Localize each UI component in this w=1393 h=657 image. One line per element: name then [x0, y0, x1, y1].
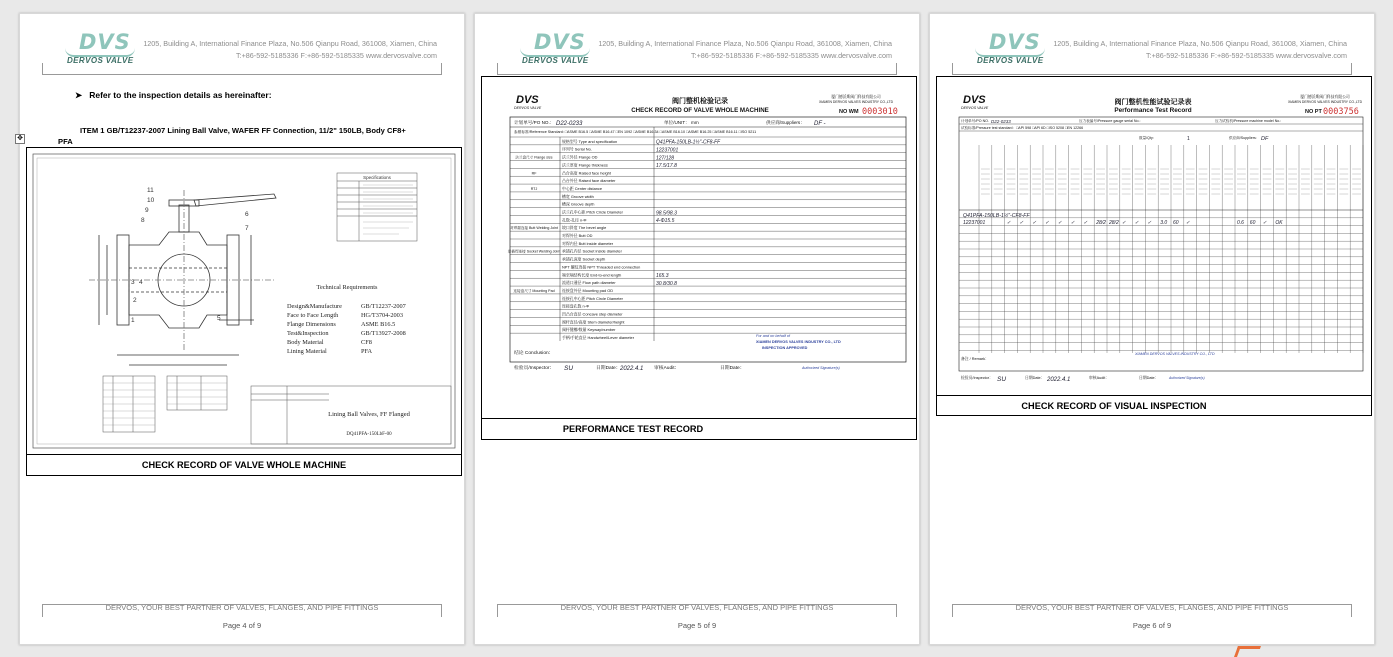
date-value: 2022.4.1: [1047, 377, 1071, 383]
intro-label: Refer to the inspection details as hereinafter:: [89, 90, 272, 100]
stamp-line: For and on behalf of: [756, 334, 790, 338]
document-page-5: [474, 13, 920, 645]
tech-req-key: Design&Manufacture: [287, 303, 342, 310]
whole-machine-record-scan: [484, 79, 914, 392]
supplier-label: 供应商/Suppliers：: [766, 120, 805, 125]
gauge-label: 压力表编号/Pressure gauge serial No.:: [1079, 119, 1141, 123]
qty-value: 1: [1187, 136, 1190, 142]
record-row-label: 承插孔内径 Socket inside diameter: [562, 248, 622, 254]
record-svg: [939, 79, 1369, 393]
record-row-group: 对焊端连接 Butt Welding Joint: [510, 226, 558, 231]
test-cell-value: 12237001: [963, 220, 986, 227]
record-logo: DVS: [516, 94, 539, 106]
record-row-label: 凸台外径 Raised face diameter: [562, 178, 616, 184]
record-row-label: 凹凸台直径 Concave step diameter: [562, 311, 623, 317]
test-cell-value: 3.0: [1160, 220, 1168, 227]
test-cell-value: ✓: [1019, 220, 1024, 227]
record-title-en: CHECK RECORD OF VALVE WHOLE MACHINE: [631, 107, 769, 114]
test-cell-value: ✓: [1032, 220, 1037, 227]
address-line: 1205, Building A, International Finance Plaza, No.506 Qianpu Road, 361008, Xiamen, China: [143, 39, 437, 48]
document-page-6: [929, 13, 1375, 645]
balloon-5: 5: [217, 315, 221, 322]
record-row-label: 流道口通径 Flow path diameter: [562, 280, 616, 286]
tech-req-value: CF8: [361, 339, 372, 346]
record-row-label: 法兰孔中心距 Pitch Circle Diameter: [562, 209, 623, 215]
footer-tagline: DERVOS, YOUR BEST PARTNER OF VALVES, FLANGES, AND PIPE FITTINGS: [105, 603, 379, 612]
footer-tagline: DERVOS, YOUR BEST PARTNER OF VALVES, FLANGES, AND PIPE FITTINGS: [560, 603, 834, 612]
audit-label: 审核Audit：: [1089, 376, 1110, 380]
record-no-label: NO PT: [1305, 109, 1322, 115]
record-logo-name: DERVOS VALVE: [961, 106, 989, 110]
record-row-label: 孔数-孔径 n-Φ: [562, 217, 587, 223]
dervos-logo: [975, 30, 1055, 70]
date-label: 日期Date：: [1025, 376, 1045, 380]
page-header: [20, 14, 464, 84]
po-value: D22-0233: [556, 121, 583, 127]
test-cell-value: 60: [1249, 220, 1256, 227]
date-value: 2022.4.1: [620, 366, 644, 372]
dervos-logo: [520, 30, 600, 70]
test-cell-value: ✓: [1057, 220, 1063, 227]
record-row-label: 坡口斜度 The bevel angle: [562, 225, 607, 231]
test-row-values: [963, 220, 1283, 226]
header-rule: [952, 74, 1352, 75]
date2-label: 日期Date：: [720, 366, 745, 371]
stamp-signature: Authorized Signature(s): [1169, 376, 1205, 380]
test-cell-value: 60: [1173, 220, 1179, 227]
po-label: 计划单号/PO NO.: [961, 119, 989, 123]
po-value: D22-0233: [991, 119, 1011, 124]
stamp-line: XIAMEN DERVOS VALVES INDUSTRY CO., LTD: [756, 340, 841, 344]
tech-req-value: GB/T13927-2008: [361, 330, 406, 337]
record-frame: [936, 76, 1372, 416]
inspector-value: SU: [564, 365, 574, 372]
balloon-11: 11: [147, 187, 154, 194]
balloon-3: 3: [131, 279, 135, 286]
balloon-4: 4: [139, 279, 143, 286]
record-row-group: 法兰盘尺寸 Flange size: [515, 155, 553, 160]
record-row-group: 承插焊连接 Socket Welding Joint: [507, 249, 561, 254]
date-label: 日期Date：: [596, 366, 621, 371]
supplier-value: DF: [1261, 136, 1269, 142]
qty-label: 数量/Qty:: [1139, 136, 1154, 140]
balloon-8: 8: [141, 217, 145, 224]
record-logo: DVS: [963, 94, 986, 106]
row-model: Q41PFA-150LB-1½"-CF8-FF: [963, 213, 1030, 219]
test-cell-value: OK: [1275, 220, 1283, 227]
record-row-label: 承插孔深度 Socket depth: [562, 256, 606, 262]
balloon-9: 9: [145, 207, 149, 214]
drawing-number: DQ41PFA-150LbF-00: [346, 432, 392, 437]
record-row-label: 规格型号 Type and specification: [562, 138, 618, 144]
test-cell-value: ✓: [1121, 220, 1127, 227]
page-header: [475, 14, 919, 84]
logo-name: DERVOS VALVE: [67, 56, 134, 65]
record-row-label: 阀杆直径/高度 Stem diameter/height: [562, 319, 625, 325]
test-cell-value: ✓: [1045, 220, 1050, 227]
supplier-label: 供应商/Suppliers：: [1229, 136, 1260, 140]
record-row-label: 槽宽 Groove width: [562, 193, 594, 199]
header-rule: [497, 74, 897, 75]
inspector-label: 检验员/Inspector：: [514, 366, 555, 371]
inspector-value: SU: [997, 376, 1007, 383]
contact-line: T:+86-592-5185336 F:+86-592-5185335 www.dervosvalve.com: [691, 51, 892, 60]
caption-visual-inspection: [937, 395, 1371, 416]
test-cell-value: ✓: [1147, 220, 1152, 227]
record-row-value: 17.5/17.8: [656, 163, 677, 170]
balloon-2: 2: [133, 297, 137, 304]
record-rows: [508, 127, 906, 341]
header-rule: [42, 74, 442, 75]
test-cell-value: ✓: [1185, 220, 1191, 227]
record-row-label: 序列号 Serial No.: [562, 146, 592, 152]
record-row-value: 12237001: [656, 147, 679, 154]
po-label: 计划单号/PO NO.:: [514, 120, 552, 125]
remark-label: 备注 / Remark：: [961, 357, 989, 361]
record-row-label: 连接孔中心距 Pitch Circle Diameter: [562, 295, 623, 301]
spec-table-title: Specifications: [363, 175, 391, 180]
caption-text: CHECK RECORD OF VISUAL INSPECTION: [1021, 401, 1207, 411]
record-row-value: 165.3: [656, 273, 669, 280]
record-row-value: Q41PFA-150LB-1½"-CF8-FF: [656, 139, 721, 146]
conclusion-label: 结论 Conclusion：: [514, 351, 554, 356]
contact-line: T:+86-592-5185336 F:+86-592-5185335 www.dervosvalve.com: [236, 51, 437, 60]
record-row-label: 手柄/手轮直径 Handwheel/Lever diameter: [562, 335, 635, 341]
record-row-label: 法兰外径 Flange OD: [562, 154, 598, 160]
record-title-cn: 阀门整机检验记录: [672, 98, 728, 105]
logo-mark: DVS: [79, 30, 131, 54]
record-row-label: 法兰厚度 Flange thickness: [562, 162, 608, 168]
record-row-label: 对焊内径 Butt inside diameter: [562, 240, 614, 246]
stamp-line: INSPECTION APPROVED: [762, 346, 808, 350]
drawing-svg: [29, 150, 459, 452]
record-company-en: XIAMEN DERVOS VALVES INDUSTRY CO.,LTD: [818, 100, 894, 104]
stamp-signature: Authorized Signature(s): [802, 366, 840, 370]
record-row-label: 连接盘孔数 n-Φ: [562, 303, 590, 309]
test-standard-label: 试验标准/Pressure test standard：□API 598 □API 6D □ISO 5208 □EN 12266: [961, 126, 1084, 130]
stamp-line: XIAMEN DERVOS VALVES INDUSTRY CO., LTD: [1135, 352, 1215, 356]
caption-valve-whole-machine: CHECK RECORD OF VALVE WHOLE MACHINE: [27, 454, 461, 476]
tech-req-key: Test&Inspection: [287, 330, 329, 337]
balloon-6: 6: [245, 211, 249, 218]
assembly-drawing: [29, 150, 459, 452]
record-row-group: RF: [531, 171, 537, 176]
record-row-group: RTJ: [530, 186, 538, 191]
reference-standards: 参照标准/Reference Standard: □ASME B16.5 □ASME B16.47 □EN 1092 □ASME B16.34 □ASME B16.10 □ASME B16.25 □ASME B16.11 □ISO 5211: [514, 130, 757, 134]
supplier-value: DF -: [814, 121, 826, 127]
record-row-label: 中心距 Center distance: [562, 185, 603, 191]
logo-mark: DVS: [534, 30, 586, 54]
machine-label: 压力试验机/Pressure machine model No.:: [1215, 119, 1282, 123]
record-no-label: NO WM: [839, 109, 859, 115]
address-line: 1205, Building A, International Finance Plaza, No.506 Qianpu Road, 361008, Xiamen, China: [598, 39, 892, 48]
test-cell-value: 0.6: [1237, 220, 1244, 227]
record-row-label: NPT 螺纹连接 NPT Threaded end connection: [562, 264, 641, 270]
record-row-label: 阀杆键槽/数量 Keyway/number: [562, 327, 616, 333]
test-cell-value: ✓: [1006, 220, 1011, 227]
intro-text: ➤ Refer to the inspection details as hereinafter:: [75, 90, 272, 100]
test-cell-value: 28/2: [1109, 220, 1119, 227]
record-row-value: 98.5/98.3: [656, 210, 677, 217]
record-company-cn: 厦门德沃斯阀门科技有限公司: [831, 95, 881, 99]
orange-corner-mark: [1234, 646, 1261, 657]
tech-req-key: Body Material: [287, 339, 324, 346]
tech-req-value: HG/T3704-2003: [361, 312, 403, 319]
performance-record-scan: [939, 79, 1369, 393]
contact-line: T:+86-592-5185336 F:+86-592-5185335 www.dervosvalve.com: [1146, 51, 1347, 60]
test-grid: [959, 145, 1363, 353]
dervos-logo: [65, 30, 145, 70]
test-cell-value: ✓: [1134, 220, 1139, 227]
balloon-1: 1: [131, 317, 135, 324]
record-svg: [484, 79, 914, 392]
tech-req-key: Lining Material: [287, 348, 327, 355]
test-cell-value: 28/2: [1096, 220, 1106, 227]
record-row-label: 对焊外径 Butt OD: [562, 233, 593, 239]
tech-req-key: Face to Face Length: [287, 312, 339, 319]
record-frame: [481, 76, 917, 440]
test-cell-value: ✓: [1070, 220, 1075, 227]
address-line: 1205, Building A, International Finance Plaza, No.506 Qianpu Road, 361008, Xiamen, China: [1053, 39, 1347, 48]
record-company-cn: 厦门德沃斯阀门科技有限公司: [1300, 95, 1350, 99]
balloon-10: 10: [147, 197, 155, 204]
audit-label: 审核Audit：: [654, 366, 680, 371]
caption-text: PERFORMANCE TEST RECORD: [562, 424, 704, 434]
page-header: [930, 14, 1374, 84]
unit-label: 单位/UNIT： mm: [664, 120, 699, 125]
record-row-label: 凸台高度 Raised face height: [562, 170, 611, 176]
logo-mark: DVS: [989, 30, 1041, 54]
drawing-frame: [26, 147, 462, 476]
item-line: ITEM 1 GB/T12237-2007 Lining Ball Valve, WAFER FF Connection, 11/2" 150LB, Body CF8+: [80, 126, 406, 135]
balloon-7: 7: [245, 225, 249, 232]
page-number: Page 5 of 9: [677, 621, 717, 630]
record-no-value: 0003756: [1323, 107, 1359, 117]
tech-req-value: PFA: [361, 348, 373, 355]
record-title-cn: 阀门整机性能试验记录表: [1114, 99, 1192, 106]
document-page-4: [19, 13, 465, 645]
tech-req-title: Technical Requirements: [316, 284, 378, 291]
record-row-value: 30.8/30.8: [656, 280, 677, 287]
test-cell-value: ✓: [1262, 220, 1267, 227]
item-line-cont: PFA: [58, 137, 73, 146]
test-cell-value: ✓: [1083, 220, 1088, 227]
record-row-value: 4-Φ15.5: [656, 218, 675, 225]
company-address: [1053, 38, 1347, 62]
tech-req-value: GB/T12237-2007: [361, 303, 406, 310]
record-row-label: 槽深 Groove depth: [562, 201, 595, 207]
tech-req-value: ASME B16.5: [361, 321, 396, 328]
record-no-value: 0003010: [862, 107, 898, 117]
logo-name: DERVOS VALVE: [977, 56, 1044, 65]
page-number: Page 4 of 9: [222, 621, 262, 630]
record-logo-name: DERVOS VALVE: [514, 106, 542, 110]
inspector-label: 检验员/Inspector：: [961, 376, 993, 380]
company-address: [143, 38, 437, 62]
footer-tagline: DERVOS, YOUR BEST PARTNER OF VALVES, FLANGES, AND PIPE FITTINGS: [1015, 603, 1289, 612]
record-row-group: 连接盘尺寸 Mounting Pad: [513, 288, 555, 293]
drawing-title: Lining Ball Valves, FF Flanged: [328, 411, 410, 418]
date2-label: 日期Date：: [1139, 376, 1159, 380]
record-row-label: 连接盘外径 Mounting pad OD: [562, 287, 614, 293]
company-address: [598, 38, 892, 62]
record-row-value: 127/128: [656, 155, 675, 162]
page-number: Page 6 of 9: [1132, 621, 1172, 630]
table-move-handle[interactable]: ✥: [15, 134, 25, 144]
tech-req-key: Flange Dimensions: [287, 321, 336, 328]
logo-name: DERVOS VALVE: [522, 56, 589, 65]
record-company-en: XIAMEN DERVOS VALVES INDUSTRY CO.,LTD: [1287, 100, 1363, 104]
caption-performance-test: [482, 418, 916, 440]
record-title-en: Performance Test Record: [1114, 107, 1192, 114]
record-row-label: 端至端结构长度 End-to-end length: [562, 272, 622, 278]
